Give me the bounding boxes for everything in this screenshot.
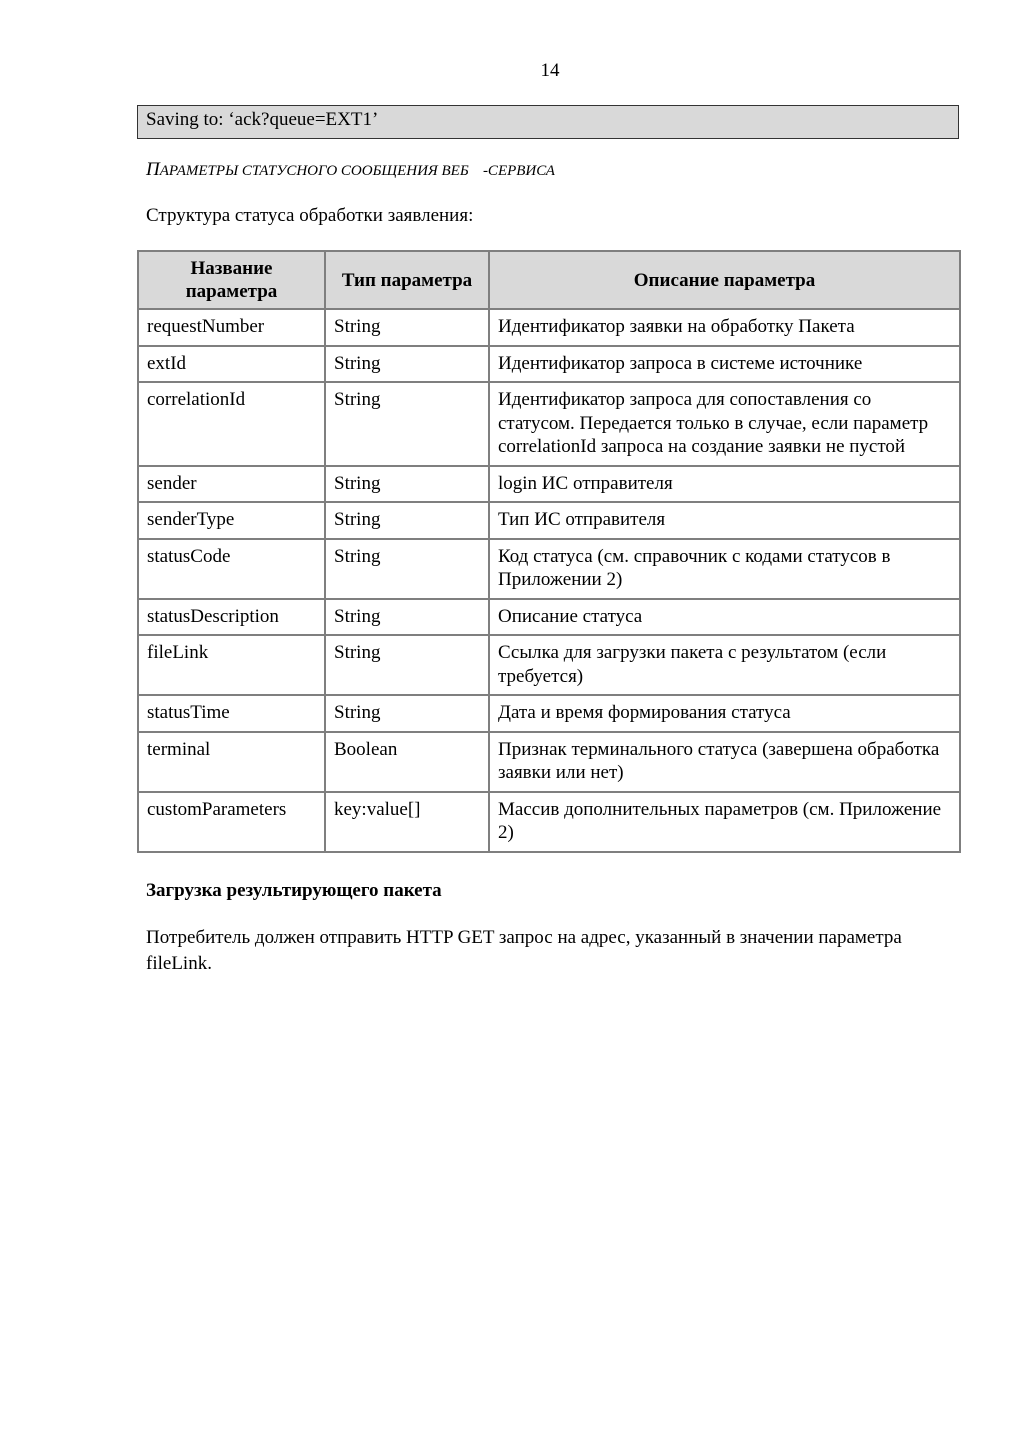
cell-description: Код статуса (см. справочник с кодами статусов в Приложении 2) bbox=[489, 539, 960, 599]
header-type: Тип параметра bbox=[325, 251, 489, 309]
table-row bbox=[138, 346, 960, 383]
table-row bbox=[138, 539, 960, 599]
cell-type: String bbox=[325, 695, 489, 732]
table-row bbox=[138, 635, 960, 695]
table-row bbox=[138, 732, 960, 792]
cell-description: Дата и время формирования статуса bbox=[489, 695, 960, 732]
download-section-heading: Загрузка результирующего пакета bbox=[146, 880, 442, 901]
cell-description: Идентификатор заявки на обработку Пакета bbox=[489, 309, 960, 346]
cell-description: Ссылка для загрузки пакета с результатом (если требуется) bbox=[489, 635, 960, 695]
section-caption-suffix: -СЕРВИСА bbox=[482, 163, 555, 179]
cell-name: statusDescription bbox=[138, 599, 325, 636]
header-name: Название параметра bbox=[138, 251, 325, 309]
cell-type: String bbox=[325, 635, 489, 695]
cell-description: Тип ИС отправителя bbox=[489, 502, 960, 539]
cell-description: Описание статуса bbox=[489, 599, 960, 636]
code-box: Saving to: ‘ack?queue=EXT1’ bbox=[137, 105, 959, 139]
cell-name: senderType bbox=[138, 502, 325, 539]
cell-type: String bbox=[325, 599, 489, 636]
parameters-table bbox=[137, 250, 961, 853]
cell-description: Идентификатор запроса для сопоставления со статусом. Передается только в случае, если параметр correlationId запроса на создание заявки не пустой bbox=[489, 382, 960, 466]
cell-type: String bbox=[325, 539, 489, 599]
section-caption bbox=[146, 159, 555, 181]
table-row bbox=[138, 695, 960, 732]
cell-type: String bbox=[325, 502, 489, 539]
download-section-text: Потребитель должен отправить HTTP GET запрос на адрес, указанный в значении параметра fileLink. bbox=[146, 927, 902, 974]
cell-name: correlationId bbox=[138, 382, 325, 466]
table-row bbox=[138, 502, 960, 539]
cell-type: String bbox=[325, 309, 489, 346]
cell-name: statusCode bbox=[138, 539, 325, 599]
cell-name: terminal bbox=[138, 732, 325, 792]
page-number: 14 bbox=[540, 60, 560, 81]
intro-text: Структура статуса обработки заявления: bbox=[146, 205, 474, 226]
cell-description: Идентификатор запроса в системе источнике bbox=[489, 346, 960, 383]
cell-name: sender bbox=[138, 466, 325, 503]
table-row bbox=[138, 792, 960, 852]
cell-type: key:value[] bbox=[325, 792, 489, 852]
cell-type: String bbox=[325, 346, 489, 383]
table-row bbox=[138, 309, 960, 346]
table-row bbox=[138, 382, 960, 466]
cell-name: fileLink bbox=[138, 635, 325, 695]
header-description: Описание параметра bbox=[489, 251, 960, 309]
table-row bbox=[138, 466, 960, 503]
cell-name: customParameters bbox=[138, 792, 325, 852]
cell-name: statusTime bbox=[138, 695, 325, 732]
table-row bbox=[138, 599, 960, 636]
table-header-row bbox=[138, 251, 960, 309]
cell-description: login ИС отправителя bbox=[489, 466, 960, 503]
cell-name: extId bbox=[138, 346, 325, 383]
cell-description: Массив дополнительных параметров (см. Приложение 2) bbox=[489, 792, 960, 852]
section-caption-first-letter: П bbox=[146, 159, 160, 180]
cell-name: requestNumber bbox=[138, 309, 325, 346]
section-caption-rest: АРАМЕТРЫ СТАТУСНОГО СООБЩЕНИЯ ВЕБ bbox=[159, 163, 469, 179]
cell-type: Boolean bbox=[325, 732, 489, 792]
cell-description: Признак терминального статуса (завершена обработка заявки или нет) bbox=[489, 732, 960, 792]
cell-type: String bbox=[325, 382, 489, 466]
cell-type: String bbox=[325, 466, 489, 503]
